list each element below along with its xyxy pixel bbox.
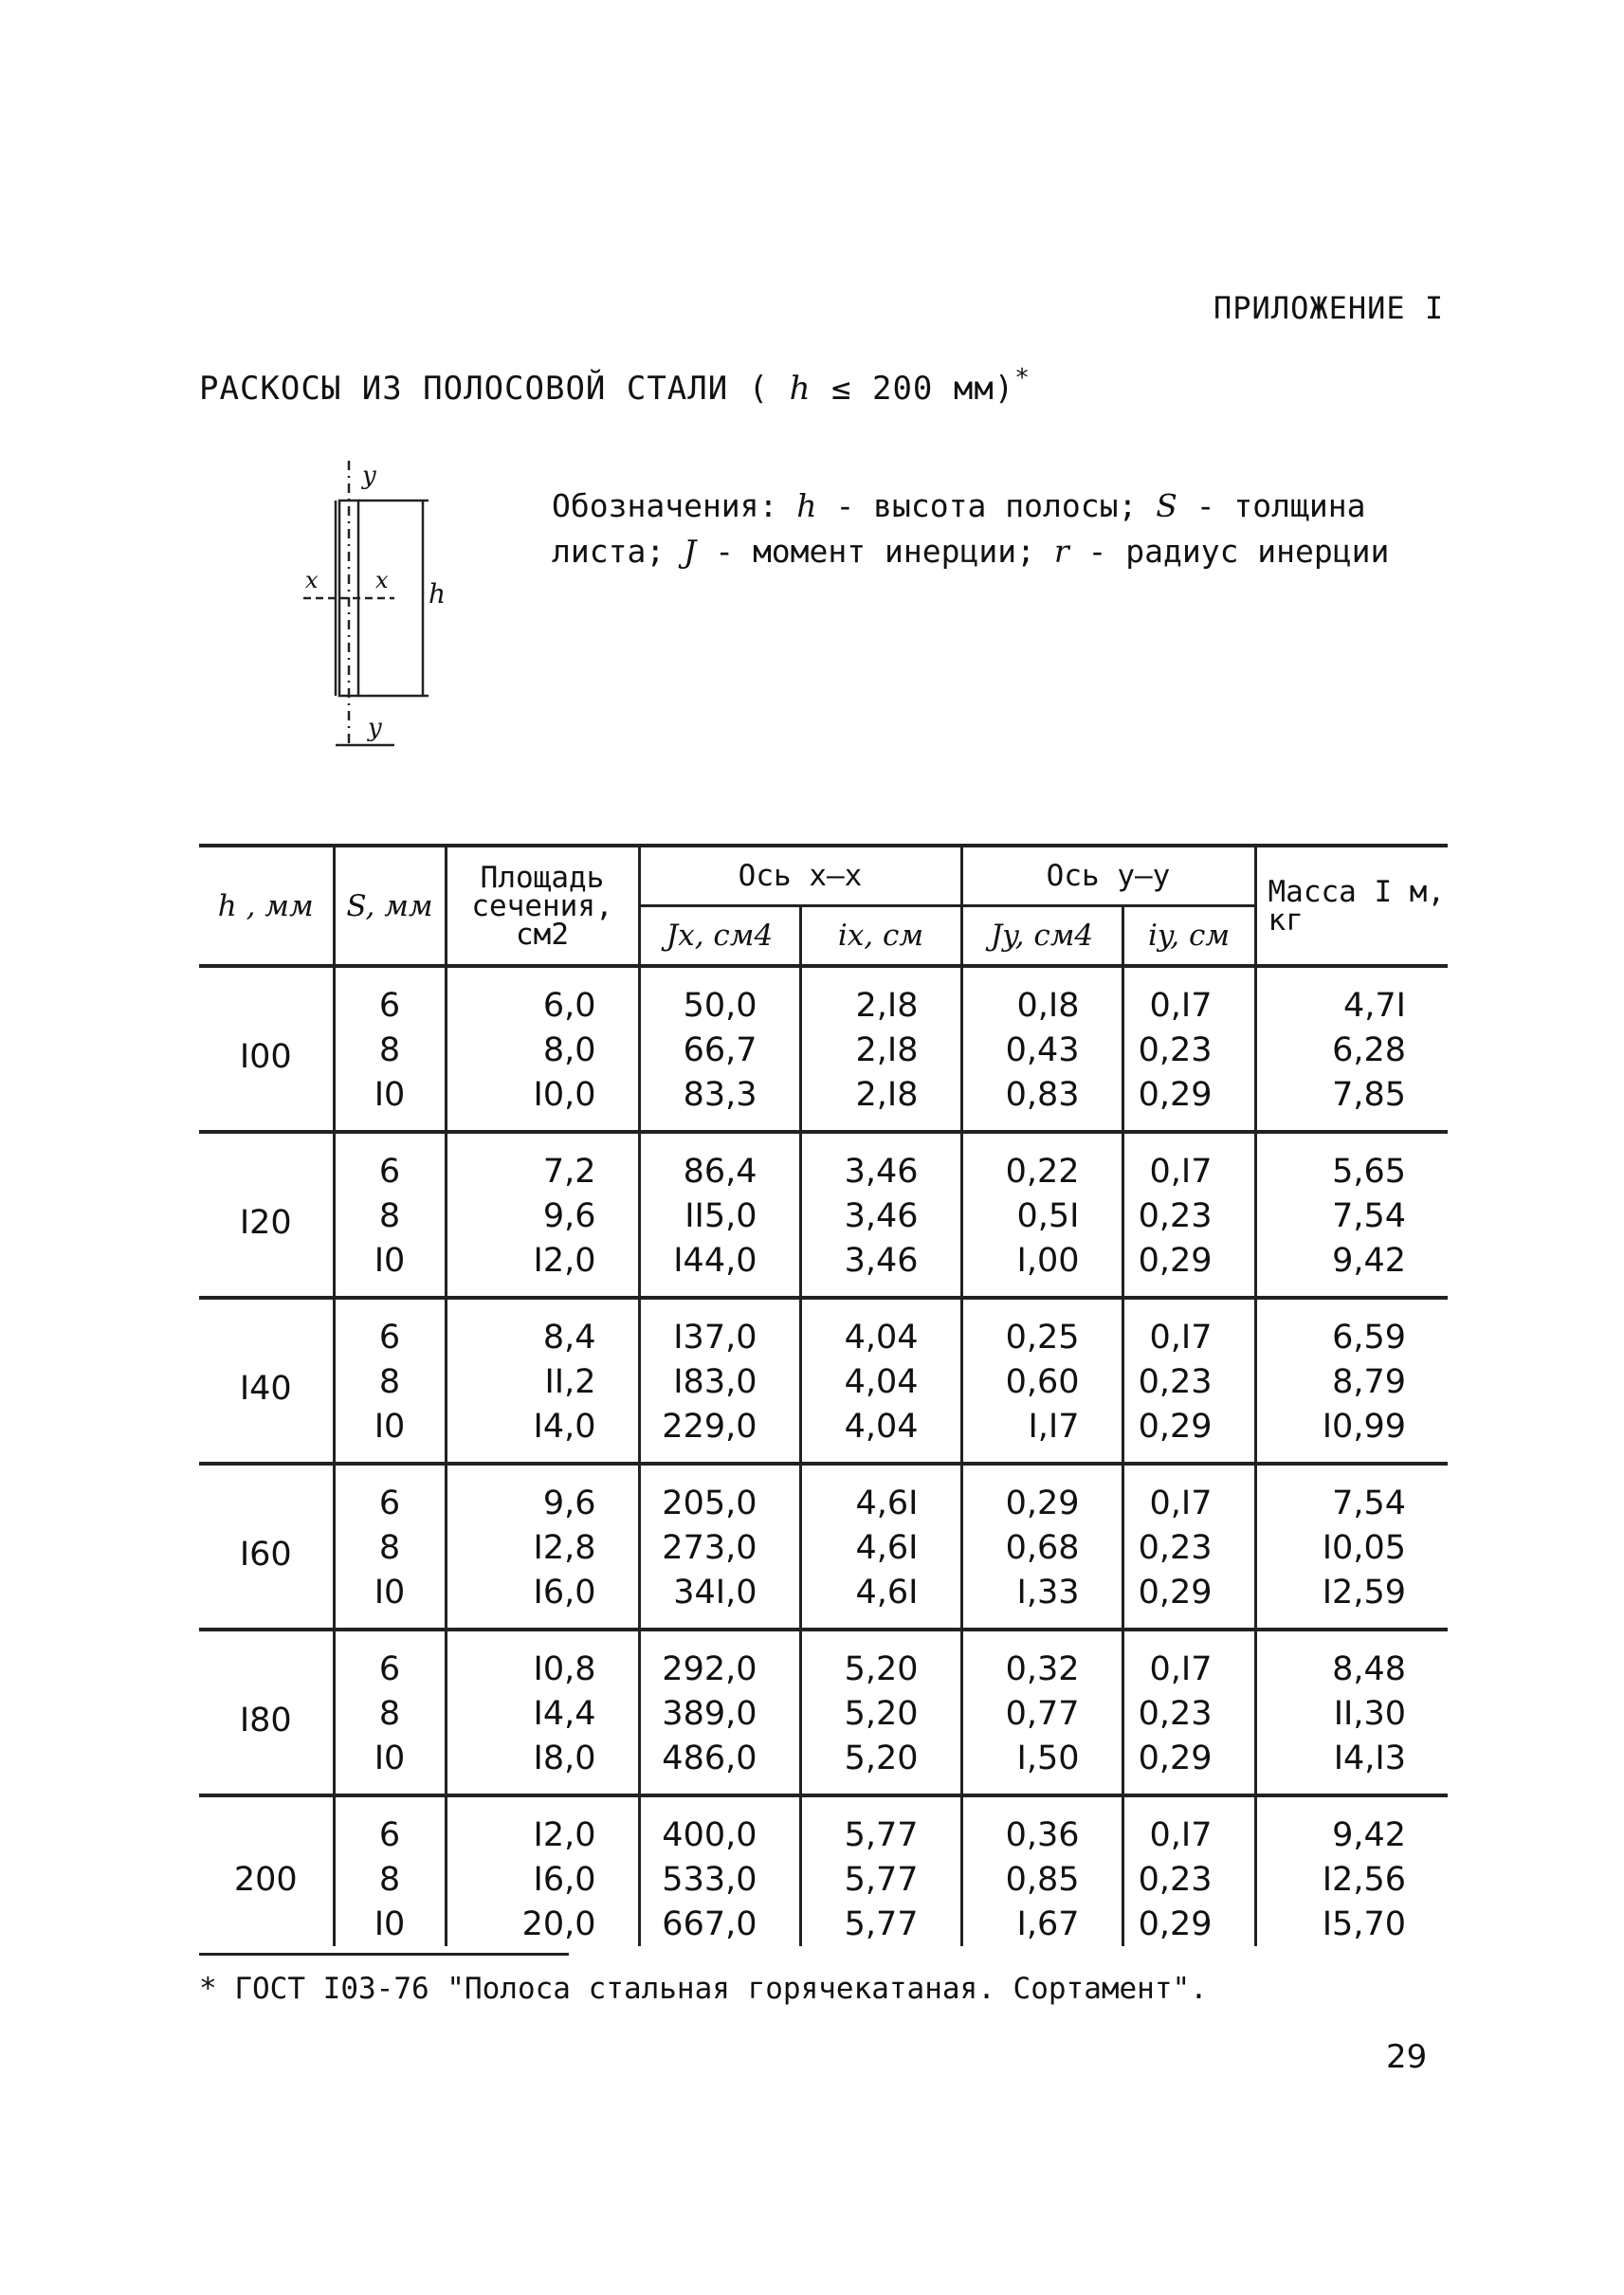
cell-iy: 0,I7 (1122, 966, 1255, 1028)
title-footnote-mark: * (1014, 364, 1031, 392)
legend-h-desc: - высота полосы; (835, 487, 1138, 524)
cell-mass: I2,56 (1255, 1857, 1448, 1902)
cell-jy: 0,36 (961, 1795, 1122, 1857)
cell-ix: 4,04 (800, 1298, 961, 1359)
table-row (199, 1902, 1448, 1946)
title-cond: ≤ 200 мм) (831, 370, 1015, 408)
table-row (199, 1857, 1448, 1902)
cell-thickness: I0 (334, 1072, 446, 1132)
header-ix: ix, см (800, 906, 961, 967)
cell-area: I2,0 (446, 1795, 639, 1857)
cell-height: 200 (233, 1860, 298, 1899)
cell-area: II,2 (446, 1359, 639, 1404)
cell-ix: 5,20 (800, 1736, 961, 1795)
diagram-y-top: y (362, 462, 376, 490)
footnote (199, 1972, 1208, 2006)
appendix-label: ПРИЛОЖЕНИЕ I (1213, 290, 1445, 326)
table-row (199, 1298, 1448, 1359)
cell-thickness: I0 (334, 1238, 446, 1298)
cell-jy: I,00 (961, 1238, 1122, 1298)
cell-jx: 533,0 (639, 1857, 800, 1902)
cell-ix: 4,04 (800, 1359, 961, 1404)
cell-iy: 0,I7 (1122, 1132, 1255, 1193)
header-s: S, мм (334, 846, 446, 966)
cell-area: 8,4 (446, 1298, 639, 1359)
cell-jx: 400,0 (639, 1795, 800, 1857)
cell-thickness: I0 (334, 1736, 446, 1795)
cell-iy: 0,29 (1122, 1736, 1255, 1795)
legend-r-desc: - радиус инерции (1087, 533, 1390, 570)
footnote-mark: * (199, 1972, 217, 2006)
cell-mass: 9,42 (1255, 1795, 1448, 1857)
cell-thickness: 6 (334, 1464, 446, 1525)
cell-jy: 0,68 (961, 1525, 1122, 1570)
cell-ix: 2,I8 (800, 1072, 961, 1132)
cell-thickness: I0 (334, 1902, 446, 1946)
cell-area: I2,0 (446, 1238, 639, 1298)
cell-mass: 7,54 (1255, 1193, 1448, 1238)
cell-mass: 7,85 (1255, 1072, 1448, 1132)
cell-jx: 83,3 (639, 1072, 800, 1132)
diagram-h: h (429, 578, 447, 610)
cell-ix: 4,04 (800, 1404, 961, 1464)
table-row (199, 1404, 1448, 1464)
cell-ix: 4,6I (800, 1525, 961, 1570)
table-row (199, 1525, 1448, 1570)
table-row (199, 1028, 1448, 1072)
cell-area: I0,8 (446, 1630, 639, 1691)
title-prefix: РАСКОСЫ ИЗ ПОЛОСОВОЙ СТАЛИ ( (199, 370, 770, 408)
cell-height: I60 (199, 1464, 334, 1630)
cell-area: I6,0 (446, 1857, 639, 1902)
cell-height: I40 (199, 1298, 334, 1464)
legend-line-1 (552, 483, 1389, 529)
cell-thickness: 6 (334, 1132, 446, 1193)
cell-ix: 5,77 (800, 1795, 961, 1857)
cell-iy: 0,23 (1122, 1359, 1255, 1404)
diagram-y-bottom: y (368, 714, 382, 742)
table-row (199, 1193, 1448, 1238)
cell-ix: 5,77 (800, 1857, 961, 1902)
cell-area: I4,0 (446, 1404, 639, 1464)
table-row (199, 966, 1448, 1028)
cell-jy: I,67 (961, 1902, 1122, 1946)
steel-strip-table (199, 844, 1448, 1946)
cell-thickness: 6 (334, 1298, 446, 1359)
cell-thickness: I0 (334, 1570, 446, 1630)
cell-thickness: 8 (334, 1525, 446, 1570)
cell-iy: 0,I7 (1122, 1630, 1255, 1691)
cell-iy: 0,29 (1122, 1072, 1255, 1132)
cell-jy: 0,60 (961, 1359, 1122, 1404)
cell-area: 8,0 (446, 1028, 639, 1072)
cell-jx: 486,0 (639, 1736, 800, 1795)
cell-jx: I44,0 (639, 1238, 800, 1298)
legend-label: Обозначения: (552, 487, 778, 524)
legend-r-symbol: r (1053, 533, 1069, 570)
cell-jy: 0,83 (961, 1072, 1122, 1132)
cell-mass: 6,59 (1255, 1298, 1448, 1359)
cell-jy: 0,5I (961, 1193, 1122, 1238)
cell-mass: II,30 (1255, 1691, 1448, 1736)
cell-height: I80 (199, 1630, 334, 1795)
cell-jx: 86,4 (639, 1132, 800, 1193)
cell-jy: 0,22 (961, 1132, 1122, 1193)
table-row (199, 1736, 1448, 1795)
cell-ix: 4,6I (800, 1464, 961, 1525)
cell-iy: 0,I7 (1122, 1795, 1255, 1857)
cell-thickness: 8 (334, 1857, 446, 1902)
cell-jx: I37,0 (639, 1298, 800, 1359)
cell-jx: 50,0 (639, 966, 800, 1028)
cell-area: I8,0 (446, 1736, 639, 1795)
table-row (199, 1072, 1448, 1132)
cell-iy: 0,29 (1122, 1238, 1255, 1298)
legend-j-symbol: J (684, 533, 697, 570)
cell-mass: I2,59 (1255, 1570, 1448, 1630)
cell-ix: 4,6I (800, 1570, 961, 1630)
table-row (199, 1795, 1448, 1857)
cell-area: 7,2 (446, 1132, 639, 1193)
cell-ix: 3,46 (800, 1193, 961, 1238)
cell-jx: 273,0 (639, 1525, 800, 1570)
title-var: h (789, 370, 812, 408)
cell-jx: 205,0 (639, 1464, 800, 1525)
cell-iy: 0,29 (1122, 1404, 1255, 1464)
table-row (199, 1630, 1448, 1691)
cell-iy: 0,23 (1122, 1028, 1255, 1072)
cell-ix: 5,20 (800, 1691, 961, 1736)
diagram-x-right: x (375, 567, 389, 593)
strip-cross-section-diagram (281, 461, 470, 755)
footnote-rule (199, 1953, 569, 1956)
legend-line-2 (552, 529, 1389, 574)
cell-iy: 0,29 (1122, 1902, 1255, 1946)
cell-ix: 2,I8 (800, 1028, 961, 1072)
legend-sheet: листа; (552, 533, 666, 570)
cell-area: I2,8 (446, 1525, 639, 1570)
table-row (199, 1132, 1448, 1193)
header-iy: iy, см (1122, 906, 1255, 967)
header-jy: Jy, см4 (961, 906, 1122, 967)
table-row (199, 1691, 1448, 1736)
cell-jy: I,33 (961, 1570, 1122, 1630)
cell-jx: 66,7 (639, 1028, 800, 1072)
cell-iy: 0,I7 (1122, 1298, 1255, 1359)
cell-ix: 3,46 (800, 1238, 961, 1298)
cell-mass: 9,42 (1255, 1238, 1448, 1298)
cell-area: 20,0 (446, 1902, 639, 1946)
cell-height: I20 (199, 1132, 334, 1298)
legend-s-desc: - толщина (1195, 487, 1366, 524)
cell-iy: 0,23 (1122, 1691, 1255, 1736)
page-title (199, 364, 1031, 408)
cell-iy: 0,23 (1122, 1857, 1255, 1902)
header-mass: Масса I м, кг (1255, 846, 1448, 966)
cell-mass: 8,48 (1255, 1630, 1448, 1691)
legend-s-symbol: S (1156, 487, 1177, 524)
cell-iy: 0,29 (1122, 1570, 1255, 1630)
cell-jy: I,I7 (961, 1404, 1122, 1464)
cell-area: I4,4 (446, 1691, 639, 1736)
cell-jy: I,50 (961, 1736, 1122, 1795)
legend-h-symbol: h (796, 487, 817, 524)
cell-thickness: 8 (334, 1691, 446, 1736)
cell-mass: 4,7I (1255, 966, 1448, 1028)
cell-jy: 0,29 (961, 1464, 1122, 1525)
cell-jx: 667,0 (639, 1902, 800, 1946)
legend-j-desc: - момент инерции; (715, 533, 1035, 570)
cell-height: I00 (199, 966, 334, 1132)
cell-jy: 0,32 (961, 1630, 1122, 1691)
cell-thickness: 6 (334, 1795, 446, 1857)
cell-mass: 8,79 (1255, 1359, 1448, 1404)
cell-jx: 292,0 (639, 1630, 800, 1691)
cell-area: 9,6 (446, 1464, 639, 1525)
cell-jy: 0,I8 (961, 966, 1122, 1028)
cell-thickness: 6 (334, 966, 446, 1028)
table-row (199, 1238, 1448, 1298)
cell-mass: I0,05 (1255, 1525, 1448, 1570)
cell-iy: 0,I7 (1122, 1464, 1255, 1525)
cell-ix: 2,I8 (800, 966, 961, 1028)
header-area: Площадь сечения, см2 (446, 846, 639, 966)
footnote-text: ГОСТ I03-76 "Полоса стальная горячекатаная. Сортамент". (234, 1972, 1208, 2006)
table-row (199, 1570, 1448, 1630)
cell-jx: II5,0 (639, 1193, 800, 1238)
cell-jy: 0,25 (961, 1298, 1122, 1359)
cell-jx: 229,0 (639, 1404, 800, 1464)
cell-ix: 5,77 (800, 1902, 961, 1946)
cell-mass: 7,54 (1255, 1464, 1448, 1525)
cell-mass: 6,28 (1255, 1028, 1448, 1072)
table-row (199, 1359, 1448, 1404)
cell-jy: 0,77 (961, 1691, 1122, 1736)
cell-mass: I0,99 (1255, 1404, 1448, 1464)
header-h: h , мм (199, 846, 334, 966)
page-number: 29 (1386, 2038, 1428, 2076)
cell-jy: 0,85 (961, 1857, 1122, 1902)
cell-jy: 0,43 (961, 1028, 1122, 1072)
cell-jx: 34I,0 (639, 1570, 800, 1630)
cell-jx: 389,0 (639, 1691, 800, 1736)
cell-iy: 0,23 (1122, 1193, 1255, 1238)
cell-iy: 0,23 (1122, 1525, 1255, 1570)
cell-thickness: 8 (334, 1028, 446, 1072)
cell-ix: 5,20 (800, 1630, 961, 1691)
header-jx: Jx, см4 (639, 906, 800, 967)
cell-thickness: 6 (334, 1630, 446, 1691)
cell-ix: 3,46 (800, 1132, 961, 1193)
cell-area: I6,0 (446, 1570, 639, 1630)
diagram-x-left: x (305, 567, 319, 593)
cell-area: 9,6 (446, 1193, 639, 1238)
table-row (199, 1464, 1448, 1525)
cell-thickness: 8 (334, 1359, 446, 1404)
cell-area: I0,0 (446, 1072, 639, 1132)
cell-mass: I4,I3 (1255, 1736, 1448, 1795)
legend (552, 483, 1389, 574)
cell-area: 6,0 (446, 966, 639, 1028)
cell-mass: I5,70 (1255, 1902, 1448, 1946)
header-axis-x: Ось х–х (639, 846, 961, 906)
cell-thickness: I0 (334, 1404, 446, 1464)
cell-mass: 5,65 (1255, 1132, 1448, 1193)
cell-jx: I83,0 (639, 1359, 800, 1404)
header-axis-y: Ось у–у (961, 846, 1255, 906)
cell-thickness: 8 (334, 1193, 446, 1238)
